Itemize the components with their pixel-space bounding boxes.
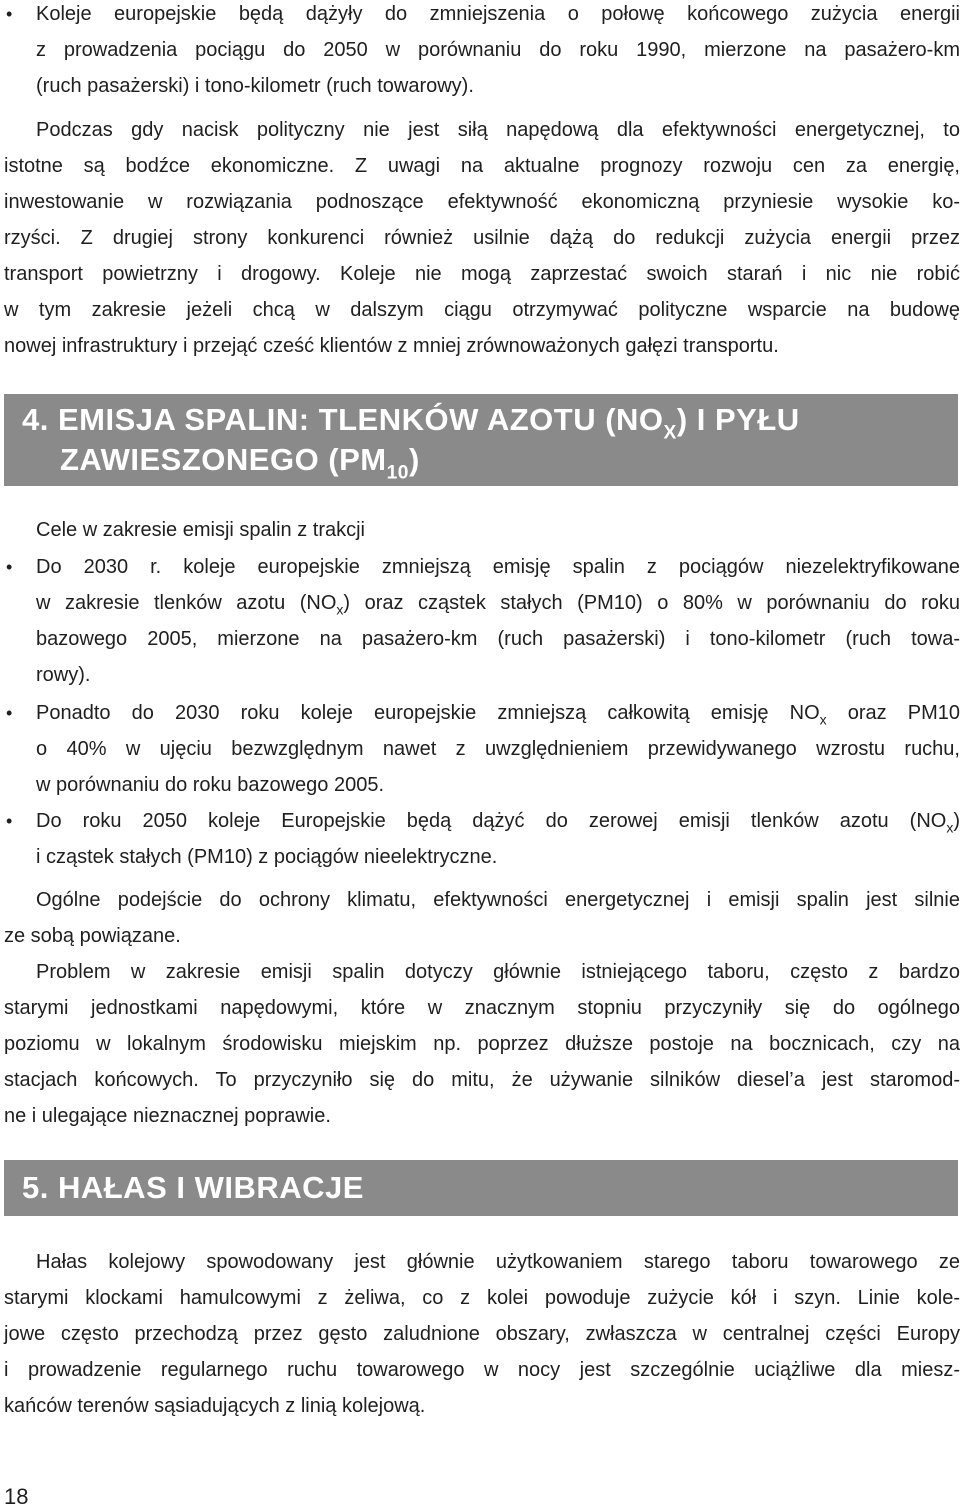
text-line: stacjach końcowych. To przyczyniło się do mitu, że używanie silników diesel’a jest staromod-	[4, 1069, 960, 1091]
text-line: Ponadto do 2030 roku koleje europejskie zmniejszą całkowitą emisję $NO_x$ oraz PM10	[36, 702, 960, 728]
text-line: Podczas gdy nacisk polityczny nie jest siłą napędową dla efektywności energetycznej, to	[36, 119, 960, 141]
bullet-dot: •	[6, 4, 13, 24]
text-line: z prowadzenia pociągu do 2050 w porównaniu do roku 1990, mierzone na pasażero-km	[36, 39, 960, 61]
text-line: ne i ulegające nieznacznej poprawie.	[4, 1105, 331, 1127]
section-heading-noise	[4, 1160, 958, 1216]
text-line: inwestowanie w rozwiązania podnoszące efektywność ekonomiczną przyniesie wysokie ko-	[4, 191, 960, 213]
text-line: Problem w zakresie emisji spalin dotyczy głównie istniejącego taboru, często z bardzo	[36, 961, 960, 983]
text-line: Do 2030 r. koleje europejskie zmniejszą emisję spalin z pociągów niezelektryfikowane	[36, 556, 960, 578]
text-line: w tym zakresie jeżeli chcą w dalszym ciągu otrzymywać polityczne wsparcie na budowę	[4, 299, 960, 321]
bullet-dot: •	[6, 703, 13, 723]
text-line: rzyści. Z drugiej strony konkurenci również usilnie dążą do redukcji zużycia energii przez	[4, 227, 960, 249]
text-line: i cząstek stałych (PM10) z pociągów nieelektryczne.	[36, 846, 498, 868]
text-line: kańców terenów sąsiadujących z linią kolejową.	[4, 1395, 426, 1417]
text-line: o 40% w ujęciu bezwzględnym nawet z uwzględnieniem przewidywanego wzrostu ruchu,	[36, 738, 960, 760]
section-heading-emissions	[4, 394, 958, 486]
text-line: transport powietrzny i drogowy. Koleje nie mogą zaprzestać swoich starań i nic nie robić	[4, 263, 960, 285]
text-line: jowe często przechodzą przez gęsto zaludnione obszary, zwłaszcza w centralnej części Europy	[4, 1323, 960, 1345]
heading-line: 4. EMISJA SPALIN: TLENKÓW AZOTU $(NO_X)$ I PYŁU	[22, 402, 800, 444]
goals-intro: Cele w zakresie emisji spalin z trakcji	[36, 519, 365, 541]
text-line: starymi jednostkami napędowymi, które w znacznym stopniu przyczyniły się do ogólnego	[4, 997, 960, 1019]
text-line: poziomu w lokalnym środowisku miejskim np. poprzez dłuższe postoje na bocznicach, czy na	[4, 1033, 960, 1055]
text-line: rowy).	[36, 664, 91, 686]
text-line: Do roku 2050 koleje Europejskie będą dążyć do zerowej emisji tlenków azotu $(NO_x)$	[36, 810, 960, 836]
text-line: w porównaniu do roku bazowego 2005.	[36, 774, 385, 796]
text-line: bazowego 2005, mierzone na pasażero-km (ruch pasażerski) i tono-kilometr (ruch towa-	[36, 628, 960, 650]
text-line: i prowadzenie regularnego ruchu towarowego w nocy jest szczególnie uciążliwe dla miesz-	[4, 1359, 960, 1381]
text-line: starymi klockami hamulcowymi z żeliwa, co z kolei powoduje zużycie kół i szyn. Linie kole-	[4, 1287, 960, 1309]
heading-line: 5. HAŁAS I WIBRACJE	[22, 1170, 364, 1205]
text-line: nowej infrastruktury i przejąć cześć klientów z mniej zrównoważonych gałęzi transportu.	[4, 335, 779, 357]
page-number: 18	[4, 1484, 29, 1509]
text-line: (ruch pasażerski) i tono-kilometr (ruch towarowy).	[36, 75, 474, 97]
text-line: Hałas kolejowy spowodowany jest głównie użytkowaniem starego taboru towarowego ze	[36, 1251, 960, 1273]
text-line: Koleje europejskie będą dążyły do zmniejszenia o połowę końcowego zużycia energii	[36, 3, 960, 25]
bullet-dot: •	[6, 557, 13, 577]
text-line: istotne są bodźce ekonomiczne. Z uwagi na aktualne prognozy rozwoju cen za energię,	[4, 155, 960, 177]
heading-line: ZAWIESZONEGO $(PM_{10})$	[60, 442, 420, 484]
text-line: w zakresie tlenków azotu $(NO_x)$ oraz cząstek stałych (PM10) o 80% w porównaniu do roku	[36, 592, 960, 618]
text-line: Ogólne podejście do ochrony klimatu, efektywności energetycznej i emisji spalin jest silnie	[36, 889, 960, 911]
bullet-dot: •	[6, 811, 13, 831]
text-line: ze sobą powiązane.	[4, 925, 181, 947]
